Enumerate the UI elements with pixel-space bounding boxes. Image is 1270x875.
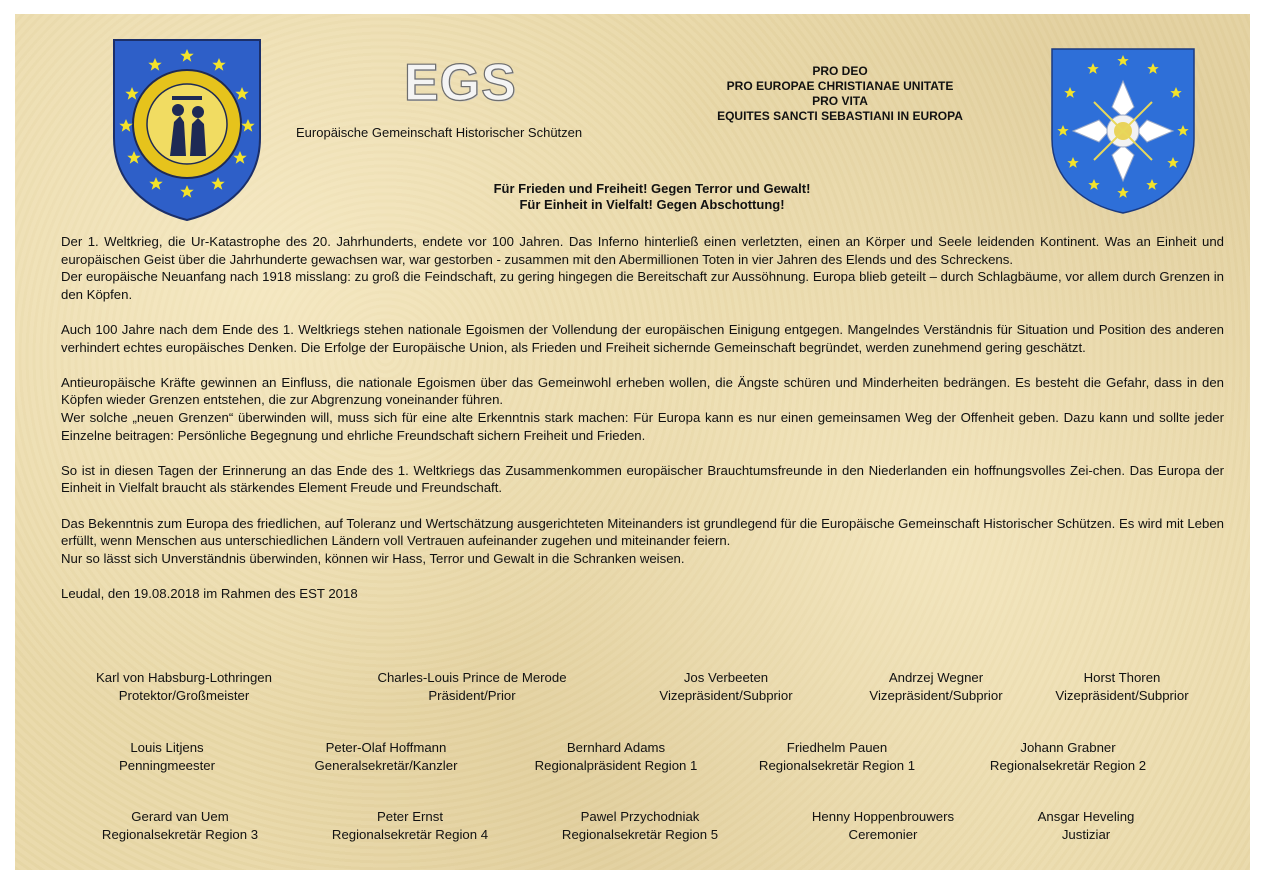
signatory [782,808,984,843]
signatory [1008,808,1164,843]
motto-line: PRO EUROPAE CHRISTIANAE UNITATE [726,79,954,93]
signatory-role: Regionalsekretär Region 1 [758,757,916,773]
signatory-role: Regionalsekretär Region 3 [101,826,259,842]
signatory-role: Regionalsekretär Region 4 [331,826,489,842]
paragraph-line: Das Bekenntnis zum Europa des friedlichen, auf Toleranz und Wertschätzung ausgerichteten Miteinanders ist grundlegend für die Europäische Gemeinschaft Historischer Schützen. Es wird mit Leben erfüllt, wenn Menschen aus unterschiedlichen Ländern voll Vertrauen aufeinander zugehen und miteinander feiern. [61,515,1224,549]
signatory-role: Vizepräsident/Subprior [869,687,1003,703]
signatory-name: Horst Thoren [1083,670,1161,685]
signatory-name: Ansgar Heveling [1037,809,1135,824]
signatory [76,808,284,843]
headline-line: Für Einheit in Vielfalt! Gegen Abschottung! [519,197,785,212]
signatory-name: Friedhelm Pauen [786,740,888,755]
signatory [736,739,938,774]
signatory-role: Vizepräsident/Subprior [659,687,793,703]
left-coat-of-arms [112,38,262,222]
headline [300,181,1004,213]
signatory-name: Andrzej Wegner [888,670,984,685]
motto-line: PRO DEO [812,64,868,78]
signatory-role: Ceremonier [848,826,918,842]
paragraph [61,233,1224,303]
place-date [61,585,1224,603]
paragraph-line: Auch 100 Jahre nach dem Ende des 1. Weltkriegs stehen nationale Egoismen der Vollendung der europäischen Einigung entgegen. Mangelndes Verständnis für Situation und Position des anderen verhindert echtes europäisches Denken. Die Erfolge der Europäische Union, als Frieden und Freiheit sichernde Gemeinschaft begründet, werden zunehmend gering geschätzt. [61,321,1224,355]
egs-logo: EGS [404,54,517,112]
signatory-name: Gerard van Uem [131,809,229,824]
signatory-name: Jos Verbeeten [683,670,769,685]
signatory-name: Henny Hoppenbrouwers [811,809,955,824]
signatory-role: Penningmeester [118,757,216,773]
paragraph-line: Leudal, den 19.08.2018 im Rahmen des EST 2018 [61,585,358,601]
signatory-role: Präsident/Prior [428,687,516,703]
signatory [352,669,592,704]
signatory-name: Peter-Olaf Hoffmann [325,740,447,755]
paragraph [61,515,1224,568]
paragraph [61,321,1224,356]
signatory-role: Regionalsekretär Region 5 [561,826,719,842]
signatory-role: Generalsekretär/Kanzler [314,757,458,773]
signatory-role: Vizepräsident/Subprior [1055,687,1189,703]
signatory [536,808,744,843]
signatory-name: Louis Litjens [130,740,204,755]
signatory-role: Regionalpräsident Region 1 [534,757,698,773]
paragraph-line: So ist in diesen Tagen der Erinnerung an das Ende des 1. Weltkriegs das Zusammenkommen europäischer Brauchtumsfreunde in den Niederlanden ein hoffnungsvolles Zei-chen. Das Europa der Einheit in Vielfalt braucht als stärkendes Element Freude und Freundschaft. [61,462,1224,496]
signatory [306,808,514,843]
paragraph-line: Der 1. Weltkrieg, die Ur-Katastrophe des 20. Jahrhunderts, endete vor 100 Jahren. Das Inferno hinterließ einen verletzten, einen an Körper und Seele leidenden Kontinent. Was an Einheit und europäischen Geist über die Jahrhunderte gewachsen war, war gestorben - zusammen mit den Abermillionen Toten in vier Jahren des Elends und des Schreckens. [61,234,1224,267]
motto-line: PRO VITA [812,94,868,108]
motto [690,64,990,124]
signatory-name: Karl von Habsburg-Lothringen [96,670,272,685]
declaration-text [61,233,1224,602]
headline-line: Für Frieden und Freiheit! Gegen Terror und Gewalt! [493,181,811,196]
paragraph-line: Wer solche „neuen Grenzen“ überwinden will, muss sich für eine alte Erkenntnis stark machen: Für Europa kann es nur einen gemeinsamen Weg der Offenheit geben. Dazu kann und sollte jeder Einzelne beitragen: Persönliche Begegnung und ehrliche Freundschaft sichern Freiheit und Frieden. [61,409,1224,443]
organization-name: Europäische Gemeinschaft Historischer Schützen [296,125,583,140]
signatory [838,669,1034,704]
paragraph-line: Der europäische Neuanfang nach 1918 misslang: zu groß die Feindschaft, zu gering hingegen die Bereitschaft zur Aussöhnung. Europa blieb geteilt – durch Schlagbäume, vor allem durch Grenzen in den Köpfen. [61,269,1224,302]
signatory-name: Pawel Przychodniak [580,809,700,824]
signatory-name: Bernhard Adams [566,740,666,755]
signatory [82,739,252,774]
paragraph [61,374,1224,444]
signatory-name: Johann Grabner [1020,740,1116,755]
signatory [628,669,824,704]
signatory-role: Protektor/Großmeister [118,687,250,703]
signatory-name: Peter Ernst [377,809,443,824]
signatory-name: Charles-Louis Prince de Merode [377,670,567,685]
signatory [510,739,722,774]
signatory-role: Justiziar [1061,826,1111,842]
signatory [1024,669,1220,704]
paragraph-line: Antieuropäische Kräfte gewinnen an Einfluss, die nationale Egoismen über das Gemeinwohl erheben wollen, die Ängste schüren und Minderheiten bedrängen. Es besteht die Gefahr, dass in den Köpfen wieder Grenzen entstehen, die zur Abgrenzung voneinander führen. [61,374,1224,408]
right-coat-of-arms [1050,47,1196,215]
signatory [70,669,298,704]
signatory [964,739,1172,774]
signatory [288,739,484,774]
motto-line: EQUITES SANCTI SEBASTIANI IN EUROPA [717,109,963,123]
paragraph-line: Nur so lässt sich Unverständnis überwinden, können wir Hass, Terror und Gewalt in die Schranken weisen. [61,550,685,566]
signatory-role: Regionalsekretär Region 2 [989,757,1147,773]
paragraph [61,462,1224,497]
